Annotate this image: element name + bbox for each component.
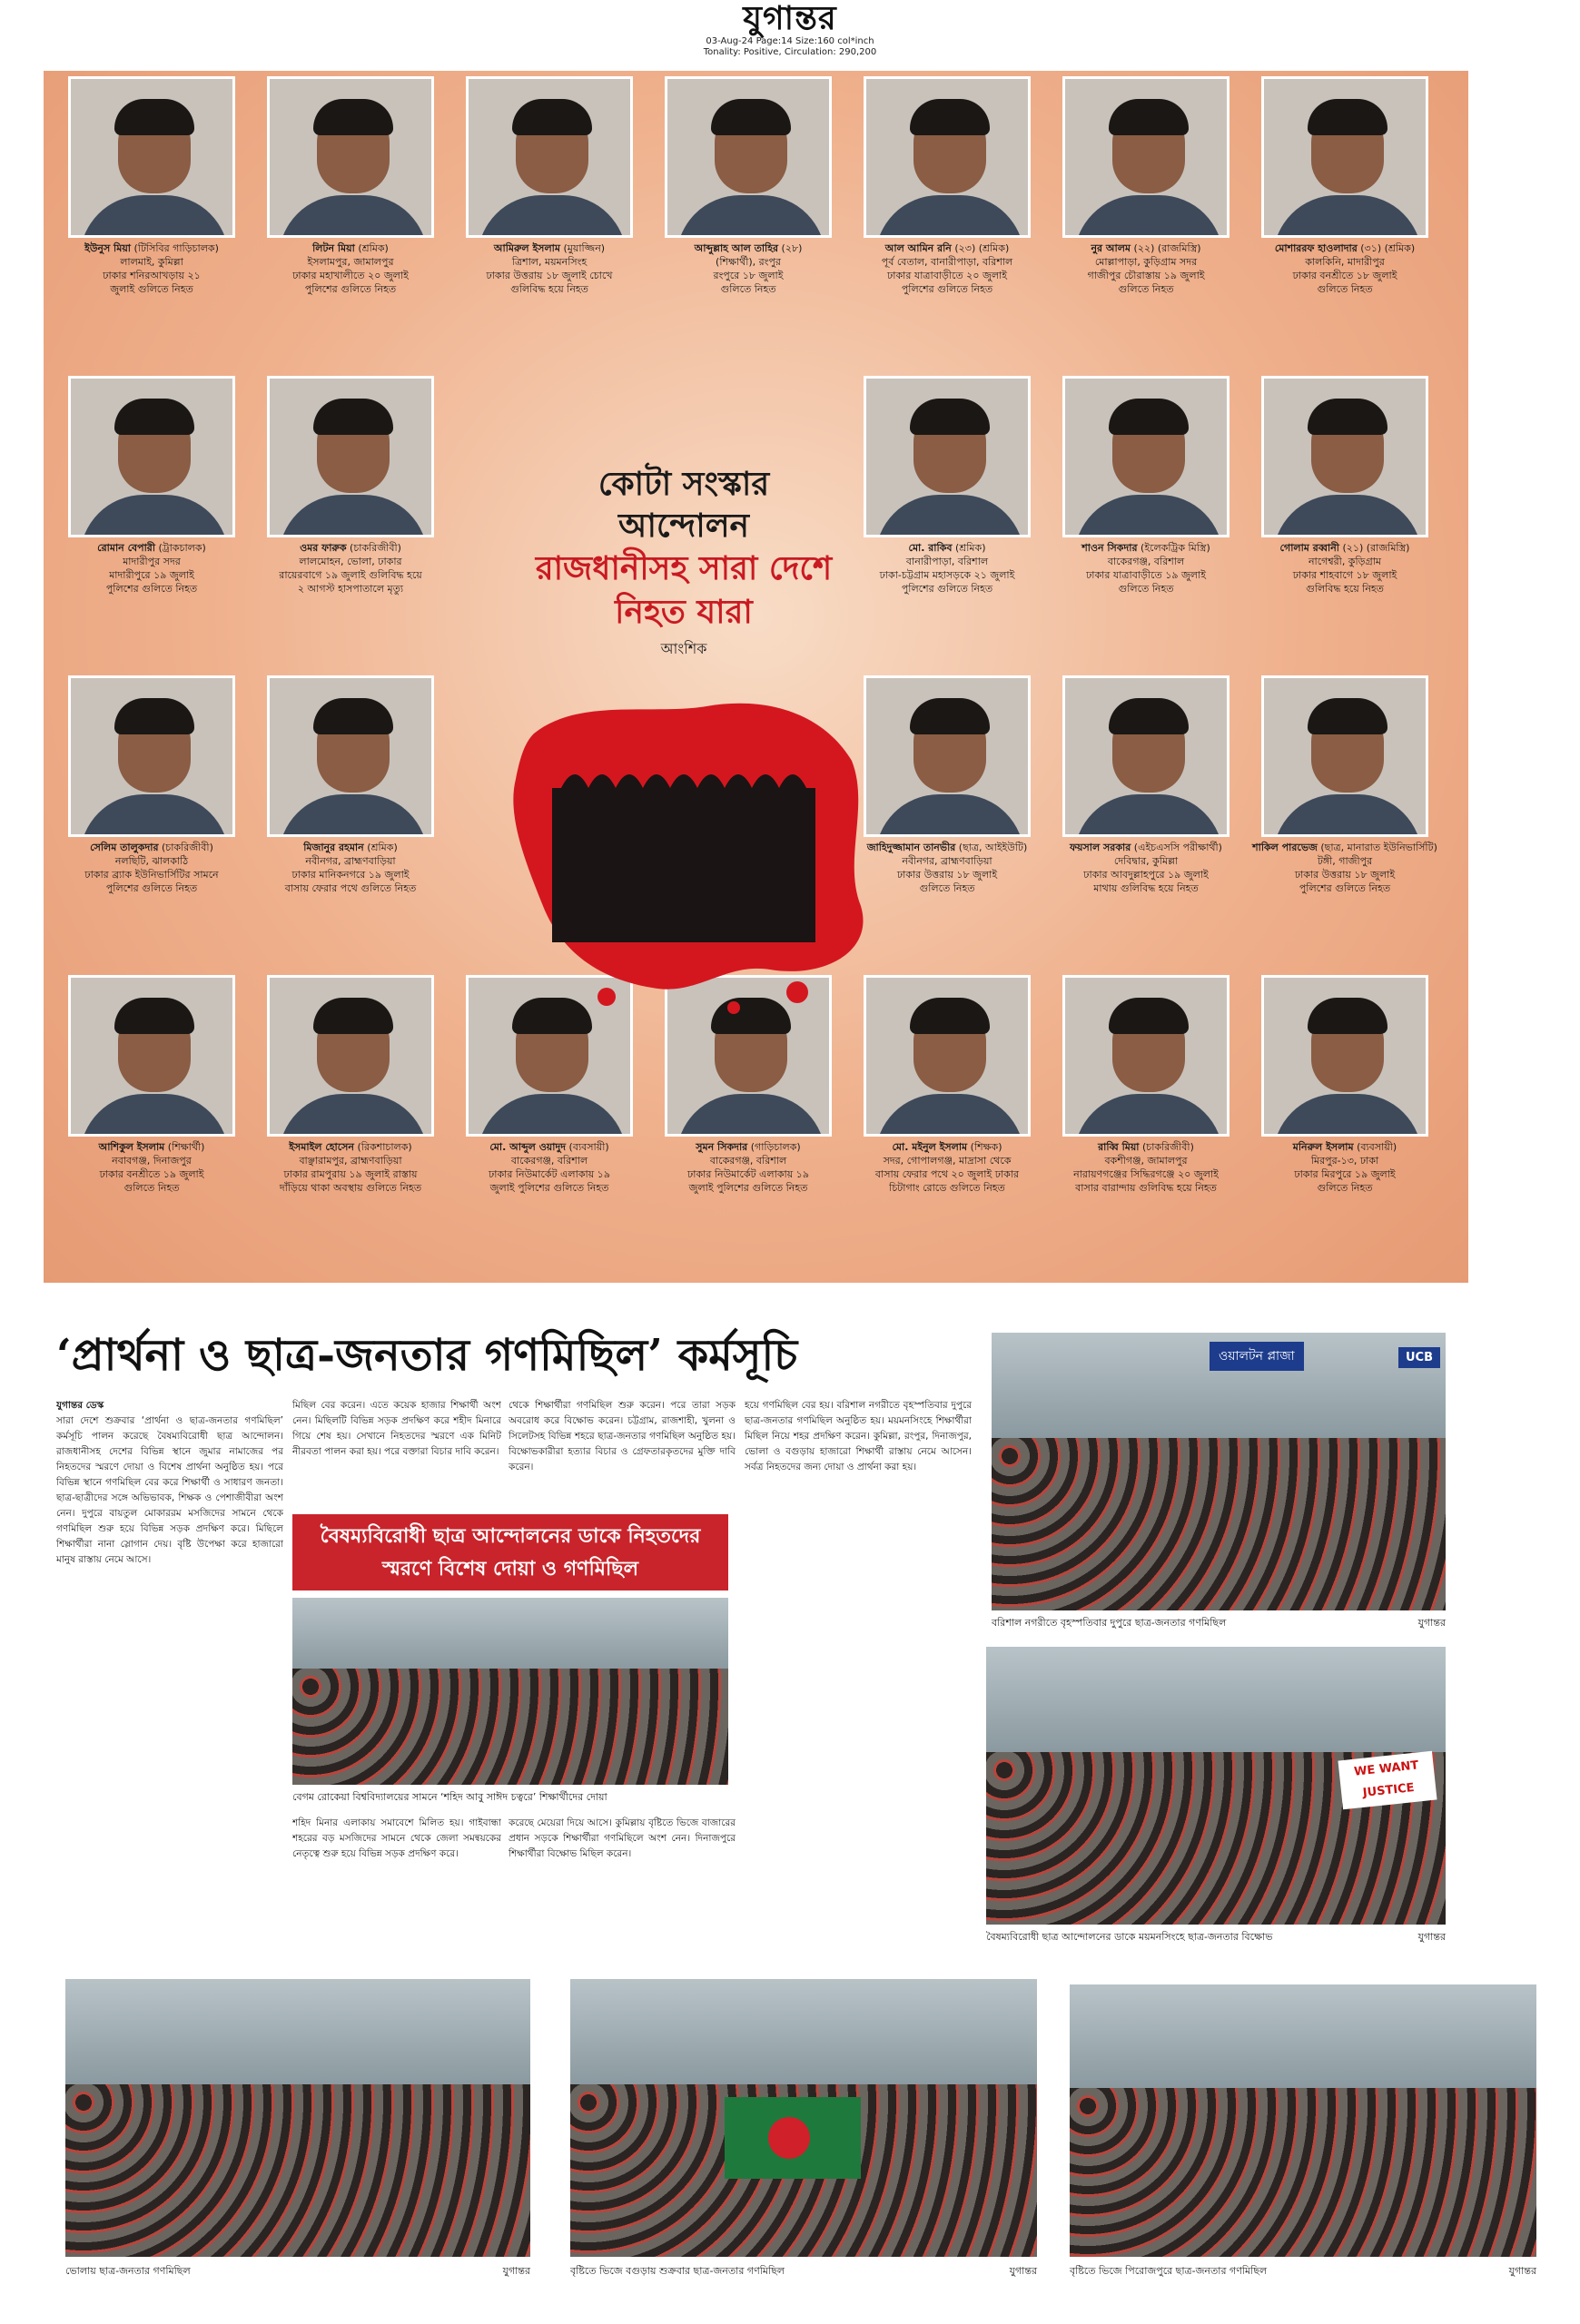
- victim-occupation: (ইলেকট্রিক মিস্ত্রি): [1141, 542, 1210, 554]
- photo-crowd: [292, 1669, 728, 1785]
- blood-drop: [727, 1001, 740, 1014]
- victim-name: ওমর ফারুক: [300, 542, 347, 554]
- victim-photo: [466, 76, 633, 238]
- victim-photo-body: [1273, 794, 1422, 837]
- victim-photo: [267, 76, 434, 238]
- victim-caption: [1244, 241, 1446, 296]
- article-column-3b-text: করেছে মেয়েরা দিয়ে আসে। কুমিল্লায় বৃষ্টিতে ভিজে বাজারের প্রধান সড়কে শিক্ষার্থীরা গণমিছিলে অংশ নেন। দিনাজপুরে শিক্ষার্থীরা বিক্ষোভ মিছিল করেন।: [509, 1817, 736, 1859]
- victim-address: টঙ্গী, গাজীপুর: [1317, 855, 1373, 867]
- victim-photo: [1062, 76, 1229, 238]
- bhola-photo: [65, 1979, 530, 2257]
- article-column-4: [745, 1398, 972, 1934]
- victim-address: বাকেরগঞ্জ, বরিশাল: [1107, 556, 1185, 567]
- victim-incident-cont: পুলিশের গুলিতে নিহত: [1299, 882, 1391, 894]
- victim-address: নবাবগঞ্জ, দিনাজপুর: [112, 1155, 192, 1167]
- victim-caption: [250, 241, 451, 296]
- victim-incident-cont: জুলাই পুলিশের গুলিতে নিহত: [688, 1182, 808, 1194]
- mymensingh-photo: [986, 1647, 1446, 1925]
- victim-incident: ঢাকা-চট্টগ্রাম মহাসড়কে ২১ জুলাই: [879, 569, 1015, 581]
- victim-incident: ঢাকার নিউমার্কেট এলাকায় ১৯: [687, 1168, 809, 1180]
- victim-name: ইসমাইল হোসেন: [289, 1141, 354, 1153]
- victim-occupation: (চাকরিজীবী): [162, 842, 213, 853]
- victim-photo: [864, 975, 1031, 1137]
- victim-address: মোল্লাপাড়া, কুড়িগ্রাম সদর: [1094, 256, 1198, 268]
- blood-drop: [786, 981, 808, 1003]
- victim-name: ইউনুস মিয়া: [84, 242, 131, 254]
- prayer-photo-caption: [292, 1790, 728, 1805]
- victim-name: আমিরুল ইসলাম: [493, 242, 560, 254]
- victim-caption: [51, 841, 252, 895]
- victim-name: মো. রাকিব: [908, 542, 953, 554]
- victim-incident: ঢাকার শনিরআখড়ায় ২১: [103, 270, 201, 281]
- victim-incident-cont: গুলিতে নিহত: [123, 1182, 180, 1194]
- victim-incident-cont: গুলিতে নিহত: [919, 882, 975, 894]
- blood-splash-illustration: [498, 679, 879, 1024]
- victim-address: ত্রিশাল, ময়মনসিংহ: [511, 256, 588, 268]
- victim-name: আব্দুল্লাহ আল তাহির: [694, 242, 779, 254]
- victim-photo: [1062, 975, 1229, 1137]
- victim-photo-body: [1074, 495, 1223, 537]
- victim-caption: [1045, 841, 1247, 895]
- victim-photo: [665, 76, 832, 238]
- prayer-photo-caption-text: বেগম রোকেয়া বিশ্ববিদ্যালয়ের সামনে ‘শহিদ আবু সাঈদ চত্বরে’ শিক্ষার্থীদের দোয়া: [292, 1791, 607, 1803]
- victim-caption: [1045, 241, 1247, 296]
- masthead: [636, 0, 944, 64]
- victim-occupation: (রিকশাচালক): [357, 1141, 412, 1153]
- mymensingh-photo-caption: [986, 1930, 1446, 1945]
- victim-photo-hair: [313, 399, 393, 435]
- victim-photo-hair: [711, 99, 791, 135]
- article-column-2: [292, 1398, 501, 1507]
- victim-incident-cont: পুলিশের গুলিতে নিহত: [901, 583, 993, 595]
- victim-name: রাব্বি মিয়া: [1098, 1141, 1140, 1153]
- victim-incident: রায়েরবাগে ১৯ জুলাই গুলিবিদ্ধ হয়ে: [279, 569, 422, 581]
- victim-caption: [449, 241, 650, 296]
- barishal-photo-caption: [992, 1616, 1446, 1630]
- victim-incident-cont: গুলিতে নিহত: [1317, 1182, 1373, 1194]
- victim-photo-body: [279, 495, 428, 537]
- victim-incident: মাদারীপুরে ১৯ জুলাই: [109, 569, 194, 581]
- article-column-3-text: থেকে শিক্ষার্থীরা গণমিছিল শুরু করেন। পরে তারা সড়ক অবরোধ করে বিক্ষোভ করেন। চট্টগ্রাম, রাজশাহী, খুলনা ও সিলেটসহ বিভিন্ন শহরে ছাত্র-জনতার গণমিছিল অনুষ্ঠিত হয়। বিক্ষোভকারীরা হত্যার বিচার ও গ্রেফতারকৃতদের মুক্তি দাবি করেন।: [509, 1400, 736, 1472]
- victim-name: মনিরুল ইসলাম: [1292, 1141, 1354, 1153]
- victim-photo: [1261, 675, 1428, 837]
- photo-crowd: [65, 2084, 530, 2257]
- bangladesh-flag: [725, 2097, 861, 2179]
- bhola-photo-caption: [65, 2264, 530, 2279]
- victim-photo-hair: [1109, 99, 1189, 135]
- photo-credit: যুগান্তর: [1508, 2265, 1536, 2277]
- victim-photo-hair: [1308, 998, 1387, 1034]
- victim-caption: [51, 541, 252, 596]
- poster-title: [479, 463, 888, 662]
- victim-incident-cont: ২ আগস্ট হাসপাতালে মৃত্যু: [297, 583, 404, 595]
- victim-photo-hair: [114, 698, 194, 734]
- victim-card: [1244, 376, 1446, 596]
- victim-occupation: (ট্রাকচালক): [158, 542, 206, 554]
- prayer-photo: [292, 1598, 728, 1785]
- victim-photo: [68, 376, 235, 537]
- poster-title-line2: আন্দোলন: [617, 507, 750, 545]
- victim-photo-hair: [910, 99, 990, 135]
- victim-photo: [1062, 675, 1229, 837]
- victim-incident: গাজীপুর চৌরাস্তায় ১৯ জুলাই: [1087, 270, 1205, 281]
- bogura-photo: [570, 1979, 1037, 2257]
- article-column-1-text: সারা দেশে শুক্রবার ‘প্রার্থনা ও ছাত্র-জনতার গণমিছিল’ কর্মসূচি পালন করেছে বৈষম্যবিরোধী ছাত্র আন্দোলন। রাজধানীসহ দেশের বিভিন্ন স্থানে জুমার নামাজের পর নিহতদের স্মরণে দোয়া ও বিশেষ প্রার্থনা অনুষ্ঠিত হয়। পরে বিভিন্ন স্থানে গণমিছিল বের করে শিক্ষার্থী ও সাধারণ জনতা। ছাত্র-ছাত্রীদের সঙ্গে অভিভাবক, শিক্ষক ও পেশাজীবীরা অংশ নেন। দুপুরে বায়তুল মোকাররম মসজিদের সামনে থেকে গণমিছিল শুরু হয়ে বিভিন্ন সড়ক প্রদক্ষিণ করে। মিছিলে শিক্ষার্থীরা নানা স্লোগান দেয়। বৃষ্টি উপেক্ষা করে হাজারো মানুষ রাস্তায় নেমে আসে।: [56, 1415, 283, 1565]
- victim-address: কালকিনি, মাদারীপুর: [1305, 256, 1385, 268]
- victim-photo-hair: [114, 399, 194, 435]
- victim-incident: ঢাকার বনশ্রীতে ১৮ জুলাই: [1292, 270, 1397, 281]
- pirojpur-photo: [1070, 1984, 1536, 2257]
- victim-caption: [1045, 541, 1247, 596]
- victim-card: [647, 76, 849, 296]
- victim-card: [51, 376, 252, 596]
- justice-placard: WE WANT JUSTICE: [1338, 1751, 1437, 1810]
- victim-card: [250, 675, 451, 895]
- victim-occupation: (গাড়িচালক): [750, 1141, 801, 1153]
- victim-photo: [68, 76, 235, 238]
- pirojpur-photo-caption-text: বৃষ্টিতে ভিজে পিরোজপুরে ছাত্র-জনতার গণমিছিল: [1070, 2265, 1268, 2277]
- victim-occupation: (২৩) (শ্রমিক): [954, 242, 1010, 254]
- victim-incident-cont: গুলিবিদ্ধ হয়ে নিহত: [1306, 583, 1384, 595]
- victim-occupation: (শিক্ষার্থী): [167, 1141, 205, 1153]
- photo-credit: যুগান্তর: [1417, 1617, 1446, 1629]
- victim-incident: রংপুরে ১৮ জুলাই: [713, 270, 784, 281]
- victim-photo-body: [478, 195, 627, 238]
- victim-photo-body: [279, 195, 428, 238]
- victim-caption: [846, 1140, 1048, 1195]
- victim-photo-body: [80, 794, 229, 837]
- victim-occupation: (২৮): [781, 242, 803, 254]
- article-column-2b-text: শহিদ মিনার এলাকায় সমাবেশে মিলিত হয়। গাইবান্ধা শহরের বড় মসজিদের সামনে থেকে জেলা সমন্বয়কের নেতৃত্বে শুরু হয়ে বিভিন্ন সড়ক প্রদক্ষিণ করে।: [292, 1817, 501, 1859]
- victim-occupation: (ছাত্র, আইইউটি): [958, 842, 1028, 853]
- victim-card: [1045, 675, 1247, 895]
- clip-meta-line1: 03-Aug-24 Page:14 Size:160 col*inch: [706, 36, 874, 46]
- victim-card: [1045, 975, 1247, 1195]
- bhola-photo-caption-text: ভোলায় ছাত্র-জনতার গণমিছিল: [65, 2265, 191, 2277]
- victim-photo-body: [1074, 1094, 1223, 1137]
- victim-photo-body: [676, 195, 825, 238]
- victim-caption: [250, 1140, 451, 1195]
- victim-photo-hair: [1109, 698, 1189, 734]
- photo-crowd: [992, 1438, 1446, 1610]
- poster-title-line3: রাজধানীসহ সারা দেশে: [535, 549, 833, 587]
- victim-card: [846, 76, 1048, 296]
- victim-name: সুমন সিকদার: [696, 1141, 748, 1153]
- flag-disc: [768, 2117, 810, 2159]
- photo-crowd: [1070, 2088, 1536, 2257]
- victim-incident-cont: পুলিশের গুলিতে নিহত: [105, 583, 198, 595]
- clip-meta-line2: Tonality: Positive, Circulation: 290,200: [703, 47, 877, 57]
- victim-photo-body: [80, 1094, 229, 1137]
- victim-incident-cont: বাসার বারান্দায় গুলিবিদ্ধ হয়ে নিহত: [1075, 1182, 1217, 1194]
- victim-name: গোলাম রব্বানী: [1279, 542, 1339, 554]
- victim-caption: [1045, 1140, 1247, 1195]
- victim-incident-cont: জুলাই পুলিশের গুলিতে নিহত: [489, 1182, 609, 1194]
- article-desk: যুগান্তর ডেস্ক: [56, 1400, 104, 1411]
- victim-address: বাকেরগঞ্জ, বরিশাল: [510, 1155, 588, 1167]
- victim-photo: [267, 376, 434, 537]
- victim-caption: [647, 1140, 849, 1195]
- victim-incident-cont: দাঁড়িয়ে থাকা অবস্থায় গুলিতে নিহত: [279, 1182, 422, 1194]
- victim-incident-cont: পুলিশের গুলিতে নিহত: [304, 283, 397, 295]
- victim-incident-cont: গুলিতে নিহত: [720, 283, 776, 295]
- bogura-photo-caption: [570, 2264, 1037, 2279]
- victim-card: [1045, 376, 1247, 596]
- victim-incident-cont: জুলাই গুলিতে নিহত: [110, 283, 193, 295]
- poster-title-line1: কোটা সংস্কার: [597, 465, 770, 503]
- victim-address: মিরপুর-১৩, ঢাকা: [1310, 1155, 1379, 1167]
- article-column-1: [56, 1398, 283, 1934]
- victim-incident: ঢাকার মিরপুরে ১৯ জুলাই: [1294, 1168, 1396, 1180]
- victim-photo-body: [80, 195, 229, 238]
- victim-occupation: (মুয়াজ্জিন): [563, 242, 606, 254]
- article-column-2-text: মিছিল বের করেন। এতে কয়েক হাজার শিক্ষার্থী অংশ নেন। মিছিলটি বিভিন্ন সড়ক প্রদক্ষিণ করে শহীদ মিনারে গিয়ে শেষ হয়। সেখানে নিহতদের স্মরণে এক মিনিট নীরবতা পালন করা হয়। পরে বক্তারা বিচার দাবি করেন।: [292, 1400, 501, 1457]
- poster-title-line4: নিহত যারা: [615, 593, 753, 631]
- victim-photo-body: [875, 195, 1024, 238]
- victim-incident: ঢাকার যাত্রাবাড়ীতে ১৯ জুলাই: [1086, 569, 1206, 581]
- victim-photo: [864, 376, 1031, 537]
- victim-card: [1244, 76, 1446, 296]
- victim-name: শাকিল পারভেজ: [1252, 842, 1318, 853]
- victim-photo-hair: [910, 998, 990, 1034]
- victim-name: লিটন মিয়া: [312, 242, 355, 254]
- victim-card: [51, 675, 252, 895]
- victim-photo-body: [279, 1094, 428, 1137]
- victim-card: [51, 975, 252, 1195]
- victim-name: মো. মইনুল ইসলাম: [892, 1141, 968, 1153]
- victim-photo-body: [279, 794, 428, 837]
- victim-incident: ঢাকার ব্র্যাক ইউনিভার্সিটির সামনে: [84, 869, 219, 881]
- victim-photo-body: [676, 1094, 825, 1137]
- victim-name: আল আমিন রনি: [884, 242, 952, 254]
- victim-occupation: (ব্যবসায়ী): [1357, 1141, 1397, 1153]
- victim-occupation: (৩১) (শ্রমিক): [1360, 242, 1416, 254]
- victim-caption: [1244, 841, 1446, 895]
- victim-occupation: (ছাত্র, মানারাত ইউনিভার্সিটি): [1320, 842, 1437, 853]
- victim-incident-cont: চিটাগাং রোডে গুলিতে নিহত: [889, 1182, 1005, 1194]
- victim-photo-hair: [313, 99, 393, 135]
- victim-photo-hair: [114, 99, 194, 135]
- victim-incident: বাসায় ফেরার পথে ২০ জুলাই ঢাকার: [874, 1168, 1020, 1180]
- victim-caption: [846, 241, 1048, 296]
- victim-incident: ঢাকার আবদুল্লাহপুরে ১৯ জুলাই: [1083, 869, 1209, 881]
- victim-photo-body: [1273, 195, 1422, 238]
- victim-address: ইসলামপুর, জামালপুর: [307, 256, 394, 268]
- victim-photo-hair: [1109, 998, 1189, 1034]
- victim-occupation: (২১) (রাজমিস্ত্রি): [1342, 542, 1410, 554]
- photo-background: [292, 1598, 728, 1669]
- victim-photo-hair: [114, 998, 194, 1034]
- victim-photo-hair: [313, 998, 393, 1034]
- photo-credit: যুগান্তর: [1009, 2265, 1037, 2277]
- victim-photo: [267, 975, 434, 1137]
- victim-name: মিজানুর রহমান: [303, 842, 364, 853]
- victim-occupation: (শিক্ষক): [970, 1141, 1002, 1153]
- victim-card: [449, 76, 650, 296]
- victim-photo-hair: [1308, 698, 1387, 734]
- photo-credit: যুগান্তর: [502, 2265, 530, 2277]
- victim-card: [1244, 675, 1446, 895]
- victim-address: লালমোহন, ভোলা, ঢাকার: [299, 556, 402, 567]
- victim-incident-cont: পুলিশের গুলিতে নিহত: [901, 283, 993, 295]
- victim-photo-hair: [1109, 399, 1189, 435]
- victim-incident-cont: গুলিতে নিহত: [1118, 583, 1174, 595]
- victim-address: বকশীগঞ্জ, জামালপুর: [1104, 1155, 1188, 1167]
- victim-photo-body: [875, 1094, 1024, 1137]
- victim-occupation: (শ্রমিক): [954, 542, 986, 554]
- victim-caption: [647, 241, 849, 296]
- victim-photo-hair: [910, 698, 990, 734]
- victim-occupation: (টিসিবির গাড়িচালক): [133, 242, 219, 254]
- victim-name: ফয়সাল সরকার: [1070, 842, 1131, 853]
- victim-address: বানারীপাড়া, বরিশাল: [905, 556, 989, 567]
- barishal-photo: [992, 1333, 1446, 1610]
- victim-incident: ঢাকার উত্তরায় ১৮ জুলাই: [1294, 869, 1396, 881]
- photo-background: [570, 1979, 1037, 2084]
- victim-photo-body: [80, 495, 229, 537]
- victim-caption: [250, 841, 451, 895]
- victim-caption: [51, 1140, 252, 1195]
- barishal-photo-caption-text: বরিশাল নগরীতে বৃহস্পতিবার দুপুরে ছাত্র-জনতার গণমিছিল: [992, 1617, 1227, 1629]
- victim-incident-cont: মাথায় গুলিবিদ্ধ হয়ে নিহত: [1093, 882, 1199, 894]
- victim-photo: [864, 675, 1031, 837]
- victim-occupation: (চাকরিজীবী): [1142, 1141, 1194, 1153]
- victim-address: নলছিটি, ঝালকাঠি: [114, 855, 189, 867]
- victim-card: [250, 76, 451, 296]
- victim-occupation: (এইচএসসি পরীক্ষার্থী): [1133, 842, 1222, 853]
- victim-incident-cont: গুলিবিদ্ধ হয়ে নিহত: [510, 283, 588, 295]
- victim-photo-body: [1074, 794, 1223, 837]
- victim-address: (শিক্ষার্থী), রংপুর: [716, 256, 781, 268]
- victim-photo: [267, 675, 434, 837]
- victim-card: [250, 975, 451, 1195]
- victim-address: নবীনগর, ব্রাহ্মণবাড়িয়া: [305, 855, 396, 867]
- victim-incident-cont: গুলিতে নিহত: [1317, 283, 1373, 295]
- victim-occupation: (চাকরিজীবী): [350, 542, 401, 554]
- victim-name: মো. আব্দুল ওয়াদুদ: [489, 1141, 567, 1153]
- victim-incident: ঢাকার নিউমার্কেট এলাকায় ১৯: [489, 1168, 610, 1180]
- victim-incident: ঢাকার মানিকনগরে ১৯ জুলাই: [291, 869, 410, 881]
- victim-name: সেলিম তালুকদার: [90, 842, 159, 853]
- victim-address: সদর, গোপালগঞ্জ, মাদ্রাসা থেকে: [883, 1155, 1012, 1167]
- victim-address: নবীনগর, ব্রাহ্মণবাড়িয়া: [902, 855, 992, 867]
- victim-photo-body: [1273, 495, 1422, 537]
- victim-caption: [1244, 1140, 1446, 1195]
- victim-photo: [864, 76, 1031, 238]
- poster-partial-label: আংশিক: [660, 640, 707, 657]
- victim-photo-body: [875, 495, 1024, 537]
- victim-card: [1244, 975, 1446, 1195]
- crowd-silhouette-heads: [561, 774, 806, 788]
- victim-address: মাদারীপুর সদর: [123, 556, 181, 567]
- victim-incident: ঢাকার উত্তরায় ১৮ জুলাই: [896, 869, 998, 881]
- photo-background: [1070, 1984, 1536, 2088]
- article-column-3b: [509, 1816, 736, 1934]
- victim-occupation: (শ্রমিক): [358, 242, 389, 254]
- article-subhead: বৈষম্যবিরোধী ছাত্র আন্দোলনের ডাকে নিহতদের স্মরণে বিশেষ দোয়া ও গণমিছিল: [292, 1514, 728, 1590]
- victim-photo-hair: [512, 99, 592, 135]
- victim-photo: [68, 975, 235, 1137]
- victim-incident-cont: বাসায় ফেরার পথে গুলিতে নিহত: [284, 882, 417, 894]
- victim-photo-body: [1273, 1094, 1422, 1137]
- victim-caption: [449, 1140, 650, 1195]
- victim-card: [250, 376, 451, 596]
- victim-photo: [68, 675, 235, 837]
- victim-photo-body: [1074, 195, 1223, 238]
- victim-photo: [1261, 975, 1428, 1137]
- victim-incident: ঢাকার মহাখালীতে ২০ জুলাই: [292, 270, 409, 281]
- newspaper-logo: যুগান্তর: [743, 0, 837, 37]
- victim-incident: নারায়ণগঞ্জের সিদ্ধিরগঞ্জে ২০ জুলাই: [1073, 1168, 1219, 1180]
- victim-photo-hair: [1308, 399, 1387, 435]
- pirojpur-photo-caption: [1070, 2264, 1536, 2279]
- article-column-2b: [292, 1816, 501, 1934]
- victim-address: বাকেরগঞ্জ, বরিশাল: [709, 1155, 787, 1167]
- victim-incident: ঢাকার রামপুরায় ১৯ জুলাই রাস্তায়: [283, 1168, 418, 1180]
- victim-address: পূর্ব বেতাল, বানারীপাড়া, বরিশাল: [881, 256, 1013, 268]
- victim-caption: [250, 541, 451, 596]
- mymensingh-photo-caption-text: বৈষম্যবিরোধী ছাত্র আন্দোলনের ডাকে ময়মনসিংহে ছাত্র-জনতার বিক্ষোভ: [986, 1931, 1273, 1943]
- victim-caption: [1244, 541, 1446, 596]
- victim-occupation: (শ্রমিক): [367, 842, 398, 853]
- victim-address: লালমাই, কুমিল্লা: [120, 256, 183, 268]
- victim-incident-cont: গুলিতে নিহত: [1118, 283, 1174, 295]
- victim-photo-hair: [313, 698, 393, 734]
- photo-background: [986, 1647, 1446, 1752]
- victim-photo: [1261, 376, 1428, 537]
- shop-sign: ওয়ালটন প্লাজা: [1210, 1342, 1304, 1371]
- victim-address: দেবিদ্বার, কুমিল্লা: [1113, 855, 1179, 867]
- victim-photo-body: [478, 1094, 627, 1137]
- victim-name: আশিকুল ইসলাম: [98, 1141, 165, 1153]
- article-column-3: [509, 1398, 736, 1507]
- victim-incident: ঢাকার যাত্রাবাড়ীতে ২০ জুলাই: [887, 270, 1007, 281]
- blood-drop: [597, 988, 616, 1006]
- bank-sign: UCB: [1398, 1347, 1440, 1368]
- victim-name: জাহিদুজ্জামান তানভীর: [866, 842, 956, 853]
- victim-photo: [1261, 76, 1428, 238]
- victim-incident: ঢাকার শাহবাগে ১৮ জুলাই: [1292, 569, 1397, 581]
- photo-credit: যুগান্তর: [1417, 1931, 1446, 1943]
- victim-name: মোশাররফ হাওলাদার: [1274, 242, 1358, 254]
- article-headline: ‘প্রার্থনা ও ছাত্র-জনতার গণমিছিল’ কর্মসূচি: [56, 1330, 798, 1381]
- victim-name: নুর আলম: [1091, 242, 1131, 254]
- victim-photo-hair: [1308, 99, 1387, 135]
- victim-card: [51, 76, 252, 296]
- article-column-4-text: হয়ে গণমিছিল বের হয়। বরিশাল নগরীতে বৃহস্পতিবার দুপুরে ছাত্র-জনতার গণমিছিল অনুষ্ঠিত হয়। ময়মনসিংহে শিক্ষার্থীরা মিছিল নিয়ে শহর প্রদক্ষিণ করেন। কুমিল্লা, রংপুর, দিনাজপুর, ভোলা ও বগুড়ায় হাজারো শিক্ষার্থী রাস্তায় নেমে আসেন। সর্বত্র নিহতদের জন্য দোয়া ও প্রার্থনা করা হয়।: [745, 1400, 972, 1472]
- victim-occupation: (২২) (রাজমিস্ত্রি): [1133, 242, 1201, 254]
- victim-incident-cont: পুলিশের গুলিতে নিহত: [105, 882, 198, 894]
- victim-name: রোমান বেপারী: [97, 542, 156, 554]
- victim-incident: ঢাকার বনশ্রীতে ১৯ জুলাই: [99, 1168, 204, 1180]
- victim-incident: ঢাকার উত্তরায় ১৮ জুলাই চোখে: [486, 270, 613, 281]
- victims-poster: [44, 71, 1468, 1283]
- victim-address: নাগেশ্বরী, কুড়িগ্রাম: [1308, 556, 1382, 567]
- crowd-silhouette: [552, 788, 815, 942]
- victim-address: বাঞ্ছারামপুর, ব্রাহ্মণবাড়িয়া: [299, 1155, 402, 1167]
- victim-name: শাওন সিকদার: [1081, 542, 1138, 554]
- victim-photo-body: [875, 794, 1024, 837]
- victim-photo: [1062, 376, 1229, 537]
- victim-photo-hair: [910, 399, 990, 435]
- victim-caption: [51, 241, 252, 296]
- victim-card: [1045, 76, 1247, 296]
- bogura-photo-caption-text: বৃষ্টিতে ভিজে বগুড়ায় শুক্রবার ছাত্র-জনতার গণমিছিল: [570, 2265, 785, 2277]
- victim-occupation: (ব্যবসায়ী): [568, 1141, 609, 1153]
- photo-background: [65, 1979, 530, 2084]
